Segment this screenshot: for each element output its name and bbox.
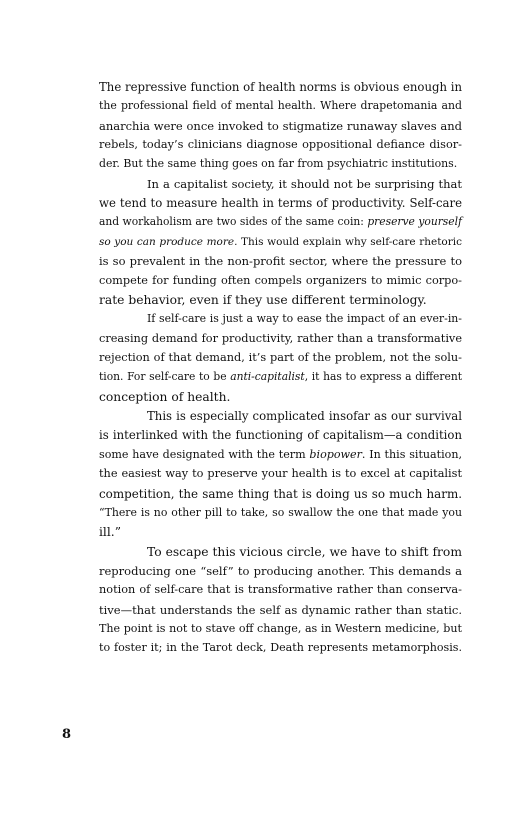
italic-phrase: preserve yourself [367, 215, 462, 228]
text-line: tion. For self-care to be anti-capitalist, it has to express a different [99, 370, 462, 383]
text-line: to foster it; in the Tarot deck, Death represents metamorphosis. [99, 641, 462, 654]
text-line: is interlinked with the functioning of capitalism—a condition [99, 428, 462, 442]
text-line: compete for funding often compels organizers to mimic corpo- [99, 274, 462, 287]
italic-phrase: anti-capitalist [230, 370, 305, 383]
text-line: “There is no other pill to take, so swallow the one that made you [99, 506, 462, 519]
text-line: tive—that understands the self as dynamic rather than static. [99, 603, 462, 617]
text-line: The point is not to stave off change, as in Western medicine, but [99, 622, 462, 635]
paragraph-first-line: To escape this vicious circle, we have to shift from [147, 545, 462, 559]
text-line: der. But the same thing goes on far from psychiatric institutions. [99, 157, 458, 170]
text-line: rebels, today’s clinicians diagnose oppositional defiance disor- [99, 138, 462, 151]
page-number: 8 [62, 727, 72, 742]
text-line: The repressive function of health norms is obvious enough in [99, 80, 462, 94]
paragraph-first-line: This is especially complicated insofar as our survival [147, 409, 462, 423]
text-line: reproducing one “self” to producing another. This demands a [99, 564, 462, 578]
paragraph-first-line: In a capitalist society, it should not be surprising that [147, 177, 462, 191]
text-line: and workaholism are two sides of the same coin: preserve yourself [99, 215, 462, 228]
text-line: some have designated with the term biopower. In this situation, [99, 448, 463, 461]
text-line: is so prevalent in the non-profit sector, where the pressure to [99, 254, 462, 268]
text-line: the easiest way to preserve your health is to excel at capitalist [99, 467, 462, 480]
text-line: the professional field of mental health. Where drapetomania and [99, 99, 462, 112]
text-line: rejection of that demand, it’s part of the problem, not the solu- [99, 351, 462, 364]
text-line: notion of self-care that is transformative rather than conserva- [99, 583, 462, 596]
text-line: we tend to measure health in terms of productivity. Self-care [99, 196, 462, 210]
text-line: rate behavior, even if they use different terminology. [99, 293, 427, 307]
italic-phrase: so you can produce more. [99, 236, 238, 248]
text-line: ill.” [99, 525, 121, 539]
text-line: so you can produce more. This would explain why self-care rhetoric [99, 236, 462, 248]
text-line: conception of health. [99, 390, 231, 404]
text-line: anarchia were once invoked to stigmatize runaway slaves and [99, 119, 462, 133]
text-line: creasing demand for productivity, rather than a transformative [99, 332, 462, 345]
paragraph-first-line: If self-care is just a way to ease the impact of an ever-in- [147, 312, 462, 325]
text-line: competition, the same thing that is doing us so much harm. [99, 487, 462, 501]
italic-phrase: biopower [309, 448, 362, 461]
